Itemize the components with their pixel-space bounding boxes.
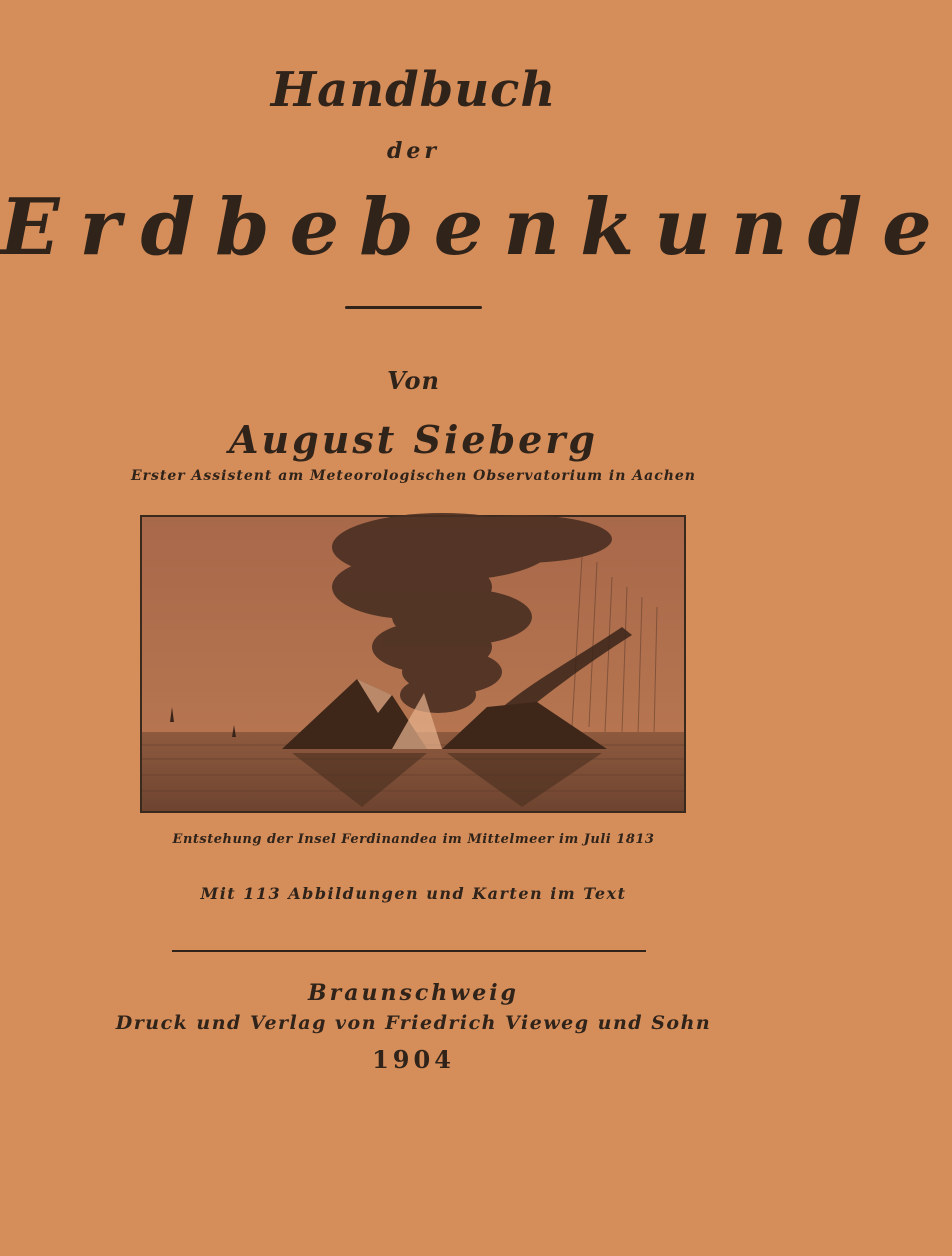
- divider-long: [172, 950, 646, 952]
- title-handbuch: Handbuch: [270, 62, 557, 118]
- publisher-city: Braunschweig: [308, 980, 519, 1006]
- author-affiliation: Erster Assistent am Meteorologischen Observatorium in Aachen: [131, 468, 696, 484]
- author-name: August Sieberg: [229, 417, 598, 462]
- divider-short: [345, 306, 482, 309]
- publication-year: 1904: [372, 1045, 455, 1074]
- publisher-name: Druck und Verlag von Friedrich Vieweg und Sohn: [115, 1012, 712, 1034]
- title-erdbebenkunde: Erdbebenkunde: [0, 182, 952, 273]
- title-der: der: [387, 138, 440, 164]
- illustration-caption: Entstehung der Insel Ferdinandea im Mittelmeer im Juli 1813: [172, 832, 655, 847]
- by-label: Von: [387, 366, 440, 395]
- figures-note: Mit 113 Abbildungen und Karten im Text: [200, 884, 627, 903]
- volcanic-island-illustration: [140, 515, 686, 813]
